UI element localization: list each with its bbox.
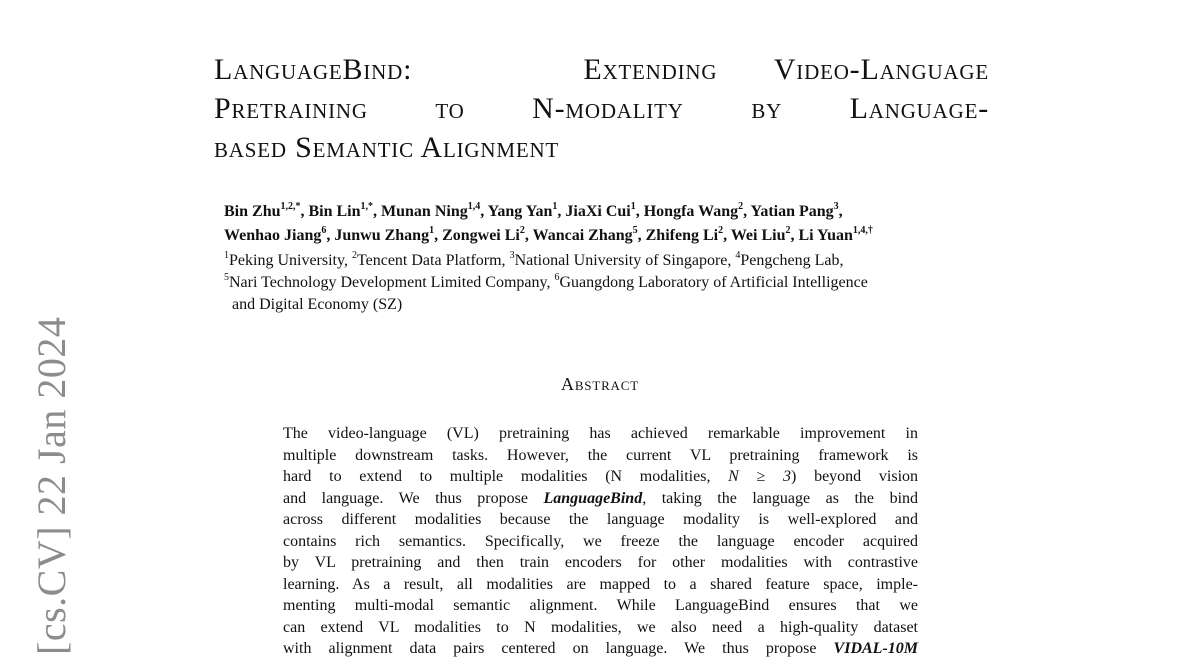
dataset-name: VIDAL-10M	[833, 640, 918, 657]
author-name: Zongwei Li	[442, 227, 520, 244]
title-line-1: LanguageBind: Extending Video-Language	[214, 53, 989, 86]
abstract-line: multiple downstream tasks. However, the current VL pretraining framework is	[283, 446, 918, 464]
affiliation-marker: 2	[718, 224, 724, 236]
affiliation-marker: 1,*	[360, 200, 374, 212]
affiliation-marker: 1,4,†	[852, 224, 873, 236]
affiliation-name: Guangdong Laboratory of Artificial Intelligence	[559, 274, 868, 291]
author-name: Yang Yan	[487, 203, 553, 220]
affiliation-marker: 2	[519, 224, 525, 236]
author-name: Junwu Zhang	[334, 227, 430, 244]
author-name: Wenhao Jiang	[224, 227, 322, 244]
abstract-line: by VL pretraining and then train encoders for other modalities with contrastive	[283, 554, 918, 571]
title-line-3: based Semantic Alignment	[214, 131, 560, 164]
title-line-2: Pretraining to N-modality by Language-	[214, 92, 989, 125]
abstract-line: across different modalities because the language modality is well-explored and	[283, 511, 918, 528]
abstract-line: learning. As a result, all modalities are mapped to a shared feature space, imple-	[283, 575, 918, 593]
affiliation-name: Peking University,	[229, 252, 352, 269]
affiliation-number: 5	[224, 271, 229, 283]
abstract-line: menting multi-modal semantic alignment. While LanguageBind ensures that we	[283, 597, 918, 614]
abstract-line: contains rich semantics. Specifically, we freeze the language encoder acquired	[283, 532, 918, 550]
paper-title	[214, 50, 989, 167]
author-list	[224, 200, 1044, 248]
affiliation-number: 2	[351, 249, 357, 261]
affiliation-marker: 1,4	[467, 200, 481, 212]
author-name: Bin Zhu	[224, 203, 281, 220]
abstract-line: and language. We thus propose LanguageBind, taking the language as the bind	[283, 489, 919, 507]
affiliation-marker: 1,2,*	[280, 200, 301, 212]
author-name: Wancai Zhang	[532, 227, 633, 244]
author-line-2: Wenhao Jiang$^6$, Junwu Zhang$^1$, Zongwei Li$^2$, Wancai Zhang$^5$, Zhifeng Li$^2$, Wei Liu$^2$, Li Yuan$^{1,4,\dagger}$	[224, 224, 873, 244]
affiliation-line-2	[224, 272, 1044, 294]
affiliation-number: 3	[509, 249, 515, 261]
affiliation-list	[224, 250, 1044, 316]
affiliation-number: 4	[735, 249, 741, 261]
author-name: Munan Ning	[381, 203, 468, 220]
abstract-body	[283, 423, 918, 660]
math-expression: N ≥ 3	[728, 468, 792, 485]
author-name: Zhifeng Li	[645, 227, 719, 244]
affiliation-marker: 1	[630, 200, 636, 212]
author-name: JiaXi Cui	[565, 203, 631, 220]
author-name: Li Yuan	[798, 227, 853, 244]
abstract-heading: Abstract	[561, 374, 639, 394]
affiliation-marker: 2	[738, 200, 744, 212]
method-name: LanguageBind	[543, 489, 643, 507]
affiliation-name: Pengcheng Lab,	[740, 252, 844, 269]
affiliation-marker: 1	[552, 200, 558, 212]
author-name: Bin Lin	[308, 203, 361, 220]
affiliation-number: 1	[224, 249, 229, 261]
author-name: Yatian Pang	[750, 203, 834, 220]
abstract-line: with alignment data pairs centered on language. We thus propose VIDAL-10M	[283, 640, 918, 657]
author-line-1: Bin Zhu$^{1,2,*}$, Bin Lin$^{1,*}$, Munan Ning$^{1,4}$, Yang Yan$^1$, JiaXi Cui$^1$, Hongfa Wang$^2$, Yatian Pang$^3$,	[224, 200, 843, 220]
author-name: Wei Liu	[730, 227, 786, 244]
affiliation-name: Nari Technology Development Limited Company,	[229, 274, 555, 291]
affiliation-number: 6	[554, 271, 560, 283]
affiliation-line-3: and Digital Economy (SZ)	[232, 296, 403, 313]
affiliation-line-1	[224, 250, 1044, 272]
affiliation-marker: 2	[785, 224, 791, 236]
affiliation-name: National University of Singapore,	[514, 252, 736, 269]
affiliation-name: Tencent Data Platform,	[356, 252, 510, 269]
abstract-line: hard to extend to multiple modalities (N modalities, N ≥ 3) beyond vision	[283, 468, 919, 485]
arxiv-identifier: [cs.CV] 22 Jan 2024	[29, 316, 74, 655]
abstract-line: can extend VL modalities to N modalities, we also need a high-quality dataset	[283, 618, 918, 636]
affiliation-marker: 5	[632, 224, 638, 236]
abstract-line: The video-language (VL) pretraining has achieved remarkable improvement in	[283, 425, 918, 442]
affiliation-marker: 1	[429, 224, 435, 236]
affiliation-marker: 6	[321, 224, 327, 236]
author-name: Hongfa Wang	[643, 203, 739, 220]
affiliation-marker: 3	[833, 200, 839, 212]
